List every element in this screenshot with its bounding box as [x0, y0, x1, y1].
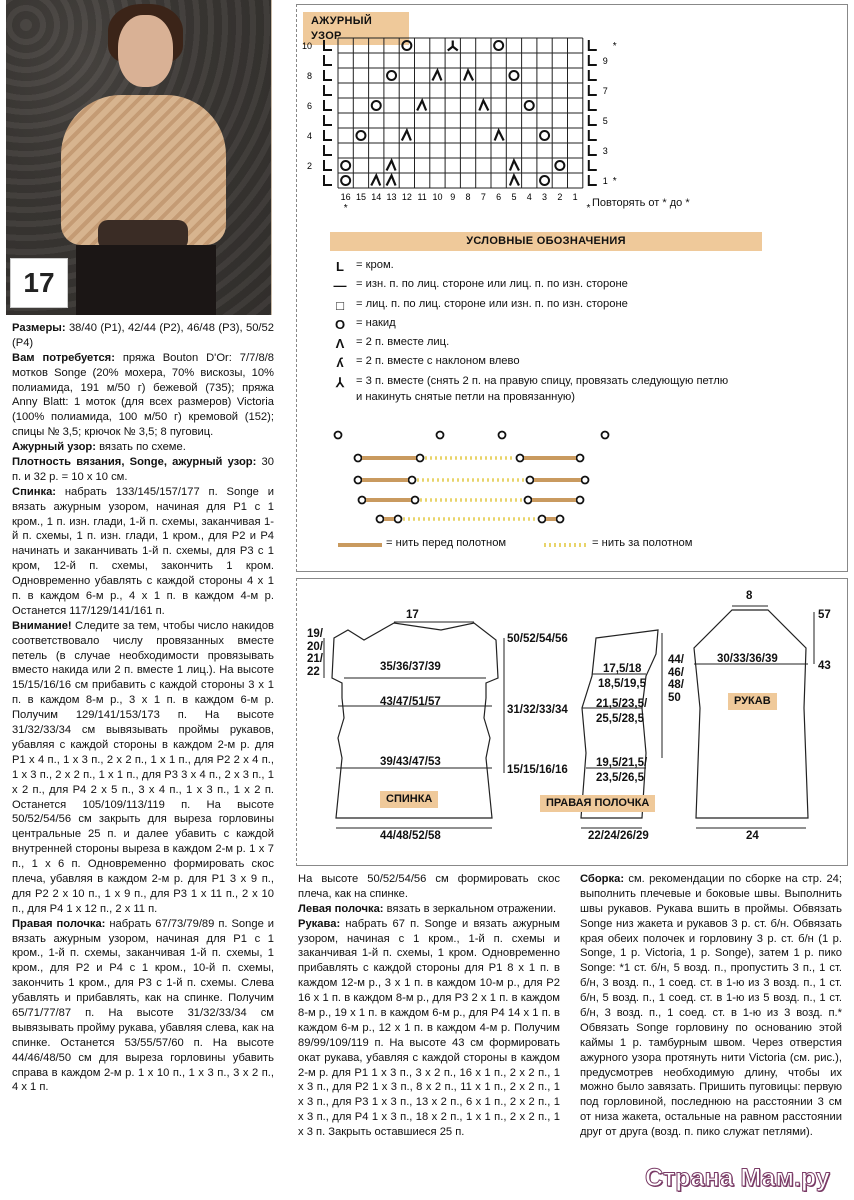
legend-text: = 2 п. вместе лиц.	[356, 336, 450, 348]
edge-stitch-icon	[324, 115, 332, 125]
paragraph-text: набрать 67/73/79/89 п. Songe и вязать ажурным узором, начиная для Р1 с 1 кром., 1-й п. схемы, заканчивая 1-й п. схемы, 1 кром., для Р2 и Р4 с 1 кром., 10-й п. схемы, закончить 1 кром., для Р3 с 1-й п. схемы. Слева убавлять и прибавлять, как на спинке. Получим 65/71/77/87 п. На высоте 31/32/33/34 см вывязывать пройму рукава, убавляя слева, как на спинке. Останется 53/55/57/60 п. На высоте 44/46/48/50 см для выреза горловины убавить справа в каждом 2-м р. 1 х 10 п., 1 х 3 п., 3 х 2 п., 4 х 1 п.	[12, 917, 274, 1094]
paragraph	[298, 917, 560, 1140]
k2tog-icon	[387, 161, 396, 171]
sleeve-top-width: 8	[746, 590, 753, 602]
yarn-over-icon	[409, 477, 416, 484]
edge-stitch-icon	[589, 70, 597, 80]
col-number: 15	[355, 192, 366, 202]
yarn-over-icon	[539, 516, 546, 523]
paragraph-heading: Размеры:	[12, 322, 66, 334]
row-number-right: 9	[602, 56, 608, 66]
thread-diagram	[330, 425, 630, 530]
back-width-1: 35/36/37/39	[380, 661, 441, 673]
text-column-2	[298, 872, 560, 1140]
yarn-over-icon	[582, 477, 589, 484]
legend-item	[330, 277, 628, 294]
back-armhole-height: 31/32/33/34	[507, 704, 568, 716]
legend-item	[330, 297, 628, 314]
paragraph-heading: Плотность вязания, Songe, ажурный узор:	[12, 456, 257, 469]
paragraph-heading: Вам потребуется:	[12, 351, 115, 364]
legend-text: = лиц. п. по лиц. стороне или изн. п. по изн. стороне	[356, 298, 628, 310]
sleeve-length: 43	[818, 660, 831, 672]
edge-stitch-icon	[589, 55, 597, 65]
paragraph	[12, 440, 274, 455]
paragraph-text: На высоте 50/52/54/56 см формировать скос плеча, как на спинке.	[298, 873, 560, 900]
thread-back-label: = нить за полотном	[592, 537, 693, 549]
k2tog-icon	[495, 131, 504, 141]
front-width-1a: 17,5/18	[603, 663, 642, 675]
col-number: 16	[340, 192, 351, 202]
legend-item	[330, 374, 728, 391]
edge-stitch-icon	[589, 85, 597, 95]
legend-symbol-icon: ⅄	[336, 375, 344, 390]
paragraph-text: набрать 67 п. Songe и вязать ажурным узором, начиная с 1 кром., 1-й п. схемы и заканчивая 1-й п. схемы, 1 кром. Одновременно прибавлять с каждой стороны для Р1 8 х 1 п. в каждом 12-м р., 3 х 1 п. в каждом 10-м р., для Р2 16 х 1 п. в каждом 8-м р., для Р3 2 х 1 п. в каждом 8-м р., 19 х 1 п. в каждом 6-м р., для Р4 14 х 1 п. в каждом 6-м р., 12 х 1 п. в каждом 4-м р. Получим 89/99/109/119 п. На высоте 43 см формировать окат рукава, убавляя с каждой стороны в каждом 2-м р. для Р1 1 х 3 п., 3 х 2 п., 16 х 1 п., 2 х 2 п., 1 х 3 п., для Р2 1 х 3 п., 8 х 2 п., 11 х 1 п., 2 х 2 п., 1 х 3 п., для Р3 1 х 3 п., 13 х 2 п., 6 х 1 п., 2 х 2 п., 1 х 3 п., для Р4 1 х 3 п., 18 х 2 п., 1 х 1 п., 2 х 2 п., 1 х 3 п. Закрыть оставшиеся 25 п.	[298, 917, 560, 1139]
k2tog-icon	[464, 71, 473, 81]
paragraph-text: набрать 133/145/157/177 п. Songe и вязать ажурным узором, начиная для Р1 с 1 кром., 1 п. изн. глади, 1-й п. схемы, заканчивая 1-й п. схемы, 1 п. изн. глади, 1 кром., для Р2 и Р4 начинать и заканчивать 1-й п. схемы, для Р3 с 1 кром, 12-й п. схемы, закончить 1 кром. Одновременно убавлять с каждой стороны 4 х 1 п. в каждом 6-м р., 4 х 1 п. в каждом 4-м р. Останется 117/129/141/161 п.	[12, 485, 274, 617]
yarn-over-icon	[355, 477, 362, 484]
legend-symbol-icon: O	[334, 317, 346, 332]
paragraph-text: см. рекомендации по сборке на стр. 24; выполнить плечевые и боковые швы. Выполнить швы рукавов. Рукава вшить в проймы. Обвязать Songe низ жакета и рукавов 3 р. ст. б/н. Обвязать края обеих полочек и горловину 3 р. ст. б/н (1 р. Songe, 1 р. Victoria, 1 р. Songe), затем 1 р. пико Songe: *1 ст. б/н, 5 возд. п., пропустить 3 п., 1 ст. б/н, 3 возд. п., 1 соед. ст. в 1-ю из 3 возд. п., 1 ст. б/н, 5 возд. п., 1 соед. ст. в 1-ю из 5 возд. п., 1 ст. б/н, 3 возд. п., 1 соед. ст. в 1-ю из 3 возд. п.* Обвязать Songe горловину по основанию этой каймы 1 р. тамбурным швом. Через отверстия ажурного узора протянуть нити Victoria (см. рис.), предусмотрев необходимую длину, чтобы их можно было завязать. Пришить пуговицы: первую под горловиной, последнюю на расстоянии 3 см от низа жакета, остальные на равном расстоянии друг от друга (возд. п. пико служат петлями).	[580, 873, 842, 1139]
back-waist-height: 15/15/16/16	[507, 764, 568, 776]
yarn-over-icon	[540, 131, 549, 140]
edge-stitch-icon	[589, 160, 597, 170]
row-number-left: 10	[301, 41, 312, 51]
repeat-star: *	[586, 203, 591, 214]
legend-text: = накид	[356, 317, 396, 329]
front-width-1b: 18,5/19,5	[598, 678, 646, 690]
edge-stitch-icon	[589, 145, 597, 155]
yarn-over-icon	[527, 477, 534, 484]
row-number-right: 5	[602, 116, 608, 126]
paragraph	[580, 872, 842, 1140]
front-bottom-width: 22/24/26/29	[588, 830, 649, 842]
edge-stitch-icon	[324, 55, 332, 65]
paragraph	[12, 455, 274, 485]
yarn-over-icon	[525, 101, 534, 110]
paragraph-heading: Правая полочка:	[12, 917, 106, 930]
edge-stitch-icon	[589, 130, 597, 140]
legend-text: = 3 п. вместе (снять 2 п. на правую спицу, провязать следующую петлю	[356, 375, 729, 387]
legend-symbol-icon: □	[336, 298, 344, 313]
paragraph-text: Следите за тем, чтобы число накидов соответствовало числу провязанных вместе петель (в случае необходимости провязывать вместо накида или 2 п. вместе 1 лиц.). На высоте 15/15/16/16 см прибавить с каждой стороны 3 х 1 п. в каждом 8-м р., 3 х 1 п. в каждом 6-м р. Получим 129/141/153/173 п. На высоте 31/32/33/34 см вывязывать проймы рукавов, убавляя с каждой стороны в каждом 2-м р. для Р1 х 4 п., 1 х 3 п., 2 х 2 п., 1 х 1 п., для Р2 2 х 4 п., 1 х 3 п., 2 х 2 п., 1 х 1 п., для Р3 3 х 4 п., 2 х 3 п., 1 х 2 п., для Р4 2 х 5 п., 3 х 4 п., 1 х 3 п., 1 х 2 п. Останется 105/109/113/119 п. На высоте 50/52/54/56 см закрыть для выреза горловины центральные 25 п. и далее убавить с каждой внутренней стороны выреза в каждом 2-м р. 1 х 7 п., 1 х 6 п. Одновременно формировать скос плеча, убавляя в каждом 2-м р. для Р1 3 х 9 п., для Р2 2 х 10 п., 1 х 9 п., для Р3 1 х 11 п., 2 х 10 п., для Р4 1 х 12 п., 2 х 11 п.	[12, 619, 274, 915]
garment-schemes	[296, 578, 848, 866]
front-width-2a: 21,5/23,5/	[596, 698, 648, 710]
paragraph	[12, 917, 274, 1096]
thread-front-swatch	[336, 538, 386, 552]
col-number: 12	[401, 192, 412, 202]
k3tog-icon	[448, 41, 458, 51]
k2tog-icon	[371, 176, 380, 186]
paragraph	[298, 902, 560, 917]
pattern-number-badge: 17	[10, 258, 68, 308]
yarn-over-icon	[540, 176, 549, 185]
paragraph-text: пряжа Bouton D'Or: 7/7/8/8 мотков Songe (20% мохера, 70% вискозы, 10% полиамида, 191 м/50 г) бежевой (735); пряжа Anny Blatt: 1 моток (для всех размеров) Victoria (100% полиамида, 100 м/50 г) кремовой (152); спицы № 3,5; крючок № 3,5; 8 пуговиц.	[12, 351, 274, 439]
col-number: 7	[480, 192, 486, 202]
front-width-2b: 25,5/28,5	[596, 713, 644, 725]
sleeve-cap-width: 30/33/36/39	[717, 653, 778, 665]
yarn-over-icon	[499, 432, 506, 439]
back-label: СПИНКА	[380, 791, 438, 808]
paragraph-heading: Левая полочка:	[298, 902, 384, 915]
yarn-over-icon	[602, 432, 609, 439]
k2tog-icon	[510, 161, 519, 171]
front-height: 44/ 46/ 48/ 50	[668, 654, 684, 704]
paragraph-text: 38/40 (Р1), 42/44 (Р2), 46/48 (Р3), 50/52 (Р4)	[12, 322, 274, 349]
col-number: 4	[526, 192, 532, 202]
edge-stitch-icon	[324, 175, 332, 185]
back-neck-width: 17	[406, 609, 419, 621]
front-label: ПРАВАЯ ПОЛОЧКА	[540, 795, 655, 812]
front-width-3a: 19,5/21,5/	[596, 757, 648, 769]
yarn-over-icon	[387, 71, 396, 80]
k2tog-icon	[510, 176, 519, 186]
paragraph	[12, 351, 274, 440]
text-column-3	[580, 872, 842, 1140]
legend-text: и накинуть снятые петли на провязанную)	[356, 391, 576, 403]
paragraph-text: вязать по схеме.	[95, 441, 186, 454]
paragraph	[12, 485, 274, 619]
yarn-over-icon	[341, 176, 350, 185]
site-watermark: Страна Мам.ру	[645, 1164, 830, 1192]
yarn-over-icon	[377, 516, 384, 523]
yarn-over-icon	[517, 455, 524, 462]
paragraph	[298, 872, 560, 902]
thread-front-label: = нить перед полотном	[386, 537, 507, 549]
repeat-star: *	[612, 41, 617, 52]
edge-stitch-icon	[589, 40, 597, 50]
legend-symbol-icon: ʎ	[336, 355, 344, 370]
skirt-shape	[76, 245, 216, 315]
paragraph-text: вязать в зеркальном отражении.	[383, 902, 557, 915]
legend-symbol-icon: Λ	[335, 336, 345, 351]
text-column-1	[12, 321, 274, 1095]
sleeve-label: РУКАВ	[728, 693, 777, 710]
paragraph-heading: Рукава:	[298, 917, 341, 930]
legend-text: = изн. п. по лиц. стороне или лиц. п. по изн. стороне	[356, 278, 628, 290]
legend-item	[330, 354, 520, 371]
row-number-right: 7	[602, 86, 608, 96]
yarn-over-icon	[437, 432, 444, 439]
yarn-over-icon	[555, 161, 564, 170]
yarn-over-icon	[355, 455, 362, 462]
k2tog-icon	[387, 176, 396, 186]
legend-symbol-icon: L	[336, 259, 344, 274]
repeat-star: *	[612, 176, 617, 187]
row-number-right: 1	[602, 176, 608, 186]
yarn-over-icon	[372, 101, 381, 110]
front-width-3b: 23,5/26,5	[596, 772, 644, 784]
col-number: 13	[386, 192, 397, 202]
paragraph-heading: Спинка:	[12, 485, 57, 498]
paragraph-heading: Ажурный узор:	[12, 441, 96, 454]
edge-stitch-icon	[324, 85, 332, 95]
col-number: 2	[557, 192, 563, 202]
row-number-left: 2	[306, 161, 312, 171]
yarn-over-icon	[412, 497, 419, 504]
row-number-left: 6	[306, 101, 312, 111]
edge-stitch-icon	[324, 100, 332, 110]
col-number: 9	[450, 192, 456, 202]
edge-stitch-icon	[324, 70, 332, 80]
back-total-height: 50/52/54/56	[507, 633, 568, 645]
back-shoulder-height: 19/ 20/ 21/ 22	[307, 628, 323, 678]
paragraph-heading: Внимание!	[12, 619, 72, 632]
col-number: 11	[417, 192, 427, 202]
sleeve-bottom-width: 24	[746, 830, 759, 842]
legend-item	[330, 316, 396, 333]
repeat-note: Повторять от * до *	[592, 197, 690, 209]
yarn-over-icon	[335, 432, 342, 439]
col-number: 1	[572, 192, 578, 202]
legend-item	[330, 258, 394, 275]
col-number: 6	[496, 192, 502, 202]
back-width-3: 39/43/47/53	[380, 756, 441, 768]
edge-stitch-icon	[589, 115, 597, 125]
chart-grid	[338, 38, 583, 188]
yarn-over-icon	[494, 41, 503, 50]
yarn-over-icon	[577, 497, 584, 504]
legend-item	[330, 390, 575, 405]
edge-stitch-icon	[324, 145, 332, 155]
yarn-over-icon	[417, 455, 424, 462]
chart-title: АЖУРНЫЙ УЗОР	[303, 12, 409, 45]
yarn-over-icon	[525, 497, 532, 504]
repeat-star: *	[343, 203, 348, 214]
face-shape	[118, 15, 173, 87]
paragraph-heading: Сборка:	[580, 873, 625, 885]
paragraph-text: 30 п. и 32 р. = 10 х 10 см.	[12, 456, 274, 483]
legend-symbol-icon: —	[333, 278, 347, 293]
k2tog-icon	[479, 101, 488, 111]
edge-stitch-icon	[589, 100, 597, 110]
yarn-over-icon	[509, 71, 518, 80]
yarn-over-icon	[341, 161, 350, 170]
legend-item	[330, 335, 449, 352]
legend-text: = 2 п. вместе с наклоном влево	[356, 355, 520, 367]
edge-stitch-icon	[324, 40, 332, 50]
yarn-over-icon	[356, 131, 365, 140]
sleeve-total-length: 57	[818, 609, 831, 621]
k2tog-icon	[432, 71, 441, 81]
back-bottom-width: 44/48/52/58	[380, 830, 441, 842]
k2tog-icon	[417, 101, 426, 111]
col-number: 3	[542, 192, 548, 202]
col-number: 10	[432, 192, 443, 202]
yarn-over-icon	[402, 41, 411, 50]
legend-text: = кром.	[356, 259, 394, 271]
thread-back-swatch	[542, 538, 592, 552]
paragraph	[12, 321, 274, 351]
edge-stitch-icon	[589, 175, 597, 185]
yarn-over-icon	[557, 516, 564, 523]
row-number-left: 4	[306, 131, 312, 141]
col-number: 5	[511, 192, 517, 202]
col-number: 14	[371, 192, 382, 202]
yarn-over-icon	[359, 497, 366, 504]
legend-title: УСЛОВНЫЕ ОБОЗНАЧЕНИЯ	[330, 232, 762, 251]
edge-stitch-icon	[324, 130, 332, 140]
edge-stitch-icon	[324, 160, 332, 170]
col-number: 8	[465, 192, 471, 202]
yarn-over-icon	[395, 516, 402, 523]
stitch-chart	[300, 30, 845, 220]
back-width-2: 43/47/51/57	[380, 696, 441, 708]
k2tog-icon	[402, 131, 411, 141]
row-number-left: 8	[306, 71, 312, 81]
chart-col-numbers	[341, 192, 591, 214]
paragraph	[12, 619, 274, 917]
row-number-right: 3	[602, 146, 608, 156]
yarn-over-icon	[577, 455, 584, 462]
